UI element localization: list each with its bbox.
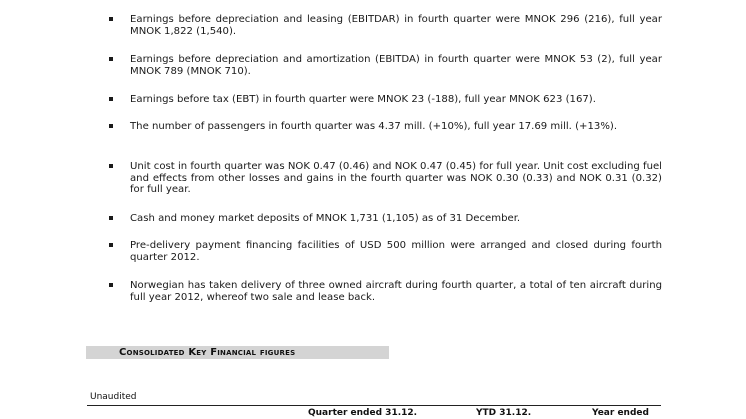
section-title: Consolidated Key Financial figures	[119, 347, 296, 358]
bullet-icon	[109, 57, 113, 61]
list-item-text: The number of passengers in fourth quarter was 4.37 mill. (+10%), full year 17.69 mill. (+13%).	[130, 121, 618, 132]
column-header-ytd: YTD 31.12.	[476, 408, 532, 418]
bullet-icon	[109, 216, 113, 220]
list-item-text: Pre-delivery payment financing facilities of USD 500 million were arranged and closed during fourth quarter 2012.	[130, 240, 662, 263]
unaudited-note: Unaudited	[90, 392, 137, 402]
bullet-icon	[109, 124, 113, 128]
bullet-icon	[109, 164, 113, 168]
list-item-text: Earnings before depreciation and leasing (EBITDAR) in fourth quarter were MNOK 296 (216), full year MNOK 1,822 (1,540).	[130, 14, 662, 37]
column-header-quarter: Quarter ended 31.12.	[308, 408, 418, 418]
list-item-text: Unit cost in fourth quarter was NOK 0.47 (0.46) and NOK 0.47 (0.45) for full year. Unit cost excluding fuel and effects from other losses and gains in the fourth quarter was NOK 0.30 (0.33) and NOK 0.31 (0.32) for full year.	[130, 161, 662, 195]
bullet-icon	[109, 17, 113, 21]
column-header-year: Year ended	[592, 408, 649, 418]
section-header	[86, 346, 389, 359]
list-item-text: Earnings before tax (EBT) in fourth quarter were MNOK 23 (-188), full year MNOK 623 (167).	[130, 94, 596, 105]
bullet-icon	[109, 283, 113, 287]
bullet-icon	[109, 97, 113, 101]
list-item-text: Cash and money market deposits of MNOK 1,731 (1,105) as of 31 December.	[130, 213, 521, 224]
list-item-text: Earnings before depreciation and amortization (EBITDA) in fourth quarter were MNOK 53 (2), full year MNOK 789 (MNOK 710).	[130, 54, 662, 77]
bullet-icon	[109, 243, 113, 247]
table-top-rule	[87, 405, 661, 406]
list-item-text: Norwegian has taken delivery of three owned aircraft during fourth quarter, a total of ten aircraft during full year 2012, whereof two sale and lease back.	[130, 280, 662, 303]
